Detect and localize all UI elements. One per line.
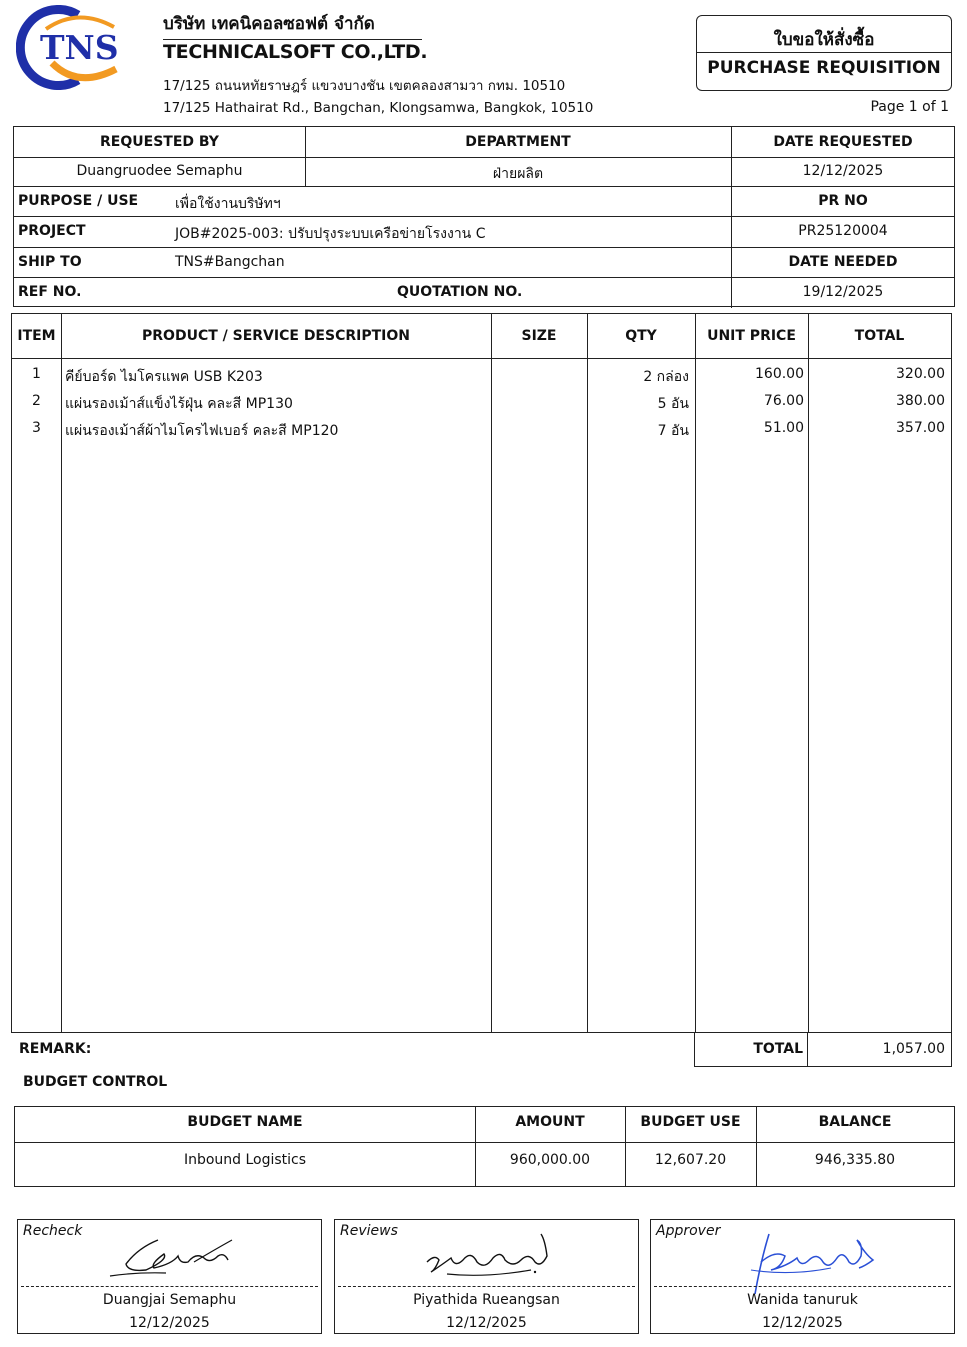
company-address-english: 17/125 Hathairat Rd., Bangchan, Klongsamwa, Bangkok, 10510 <box>163 100 594 116</box>
budget-use-value: 12,607.20 <box>654 1152 727 1168</box>
items-table <box>11 313 952 1033</box>
requested-by-label: REQUESTED BY <box>100 134 219 150</box>
grand-total-label: TOTAL <box>753 1041 803 1057</box>
col-header-total: TOTAL <box>854 328 905 344</box>
budget-amount-value: 960,000.00 <box>509 1152 591 1168</box>
date-requested-value: 12/12/2025 <box>802 163 884 179</box>
purpose-value: เพื่อใช้งานบริษัทฯ <box>175 196 281 212</box>
table-row <box>12 393 951 420</box>
signature-image <box>18 1220 323 1290</box>
company-name-english: TECHNICALSOFT CO.,LTD. <box>163 41 428 63</box>
signature-role: Reviews <box>340 1223 398 1239</box>
table-row <box>12 366 951 393</box>
date-needed-label: DATE NEEDED <box>788 254 898 270</box>
signature-image <box>651 1220 956 1300</box>
budget-control-title: BUDGET CONTROL <box>23 1074 168 1090</box>
budget-use-header: BUDGET USE <box>640 1114 741 1130</box>
item-number: 2 <box>32 393 41 409</box>
item-qty: 5 อัน <box>657 396 689 412</box>
signature-date: 12/12/2025 <box>446 1315 527 1331</box>
requested-by-value: Duangruodee Semaphu <box>76 163 243 179</box>
ref-no-label: REF NO. <box>18 284 82 300</box>
item-unit-price: 160.00 <box>755 366 804 382</box>
col-header-qty: QTY <box>625 328 657 344</box>
budget-name-value: Inbound Logistics <box>183 1152 307 1168</box>
item-total: 320.00 <box>896 366 945 382</box>
date-needed-value: 19/12/2025 <box>802 284 884 300</box>
col-header-description: PRODUCT / SERVICE DESCRIPTION <box>142 328 410 344</box>
budget-name-header: BUDGET NAME <box>187 1114 303 1130</box>
grand-total-value: 1,057.00 <box>882 1041 945 1057</box>
page-number: Page 1 of 1 <box>870 99 949 115</box>
company-name-divider <box>163 39 422 40</box>
grand-total-box <box>694 1032 952 1067</box>
col-header-unit-price: UNIT PRICE <box>707 328 796 344</box>
item-total: 357.00 <box>896 420 945 436</box>
signature-line <box>21 1286 318 1287</box>
item-description: แผ่นรองเม้าส์ผ้าไมโครไฟเบอร์ คละสี MP120 <box>65 423 339 439</box>
signature-box-reviews <box>334 1219 639 1334</box>
purpose-label: PURPOSE / USE <box>18 193 139 209</box>
department-value: ฝ่ายผลิต <box>492 166 544 182</box>
signature-box-recheck <box>17 1219 322 1334</box>
item-number: 3 <box>32 420 41 436</box>
signature-date: 12/12/2025 <box>762 1315 843 1331</box>
signature-line <box>654 1286 951 1287</box>
item-unit-price: 51.00 <box>763 420 804 436</box>
department-label: DEPARTMENT <box>465 134 571 150</box>
pr-no-value: PR25120004 <box>798 223 888 239</box>
signature-date: 12/12/2025 <box>129 1315 210 1331</box>
table-row <box>12 420 951 447</box>
item-total: 380.00 <box>896 393 945 409</box>
col-header-size: SIZE <box>521 328 557 344</box>
budget-balance-value: 946,335.80 <box>814 1152 896 1168</box>
title-divider <box>697 52 951 53</box>
signer-name: Duangjai Semaphu <box>102 1292 237 1308</box>
budget-amount-header: AMOUNT <box>515 1114 585 1130</box>
document-title-english: PURCHASE REQUISITION <box>707 58 941 78</box>
item-description: แผ่นรองเม้าส์แข็งไร้ฝุ่น คละสี MP130 <box>65 396 293 412</box>
remark-label: REMARK: <box>19 1041 92 1057</box>
company-address-thai: 17/125 ถนนหทัยราษฎร์ แขวงบางชัน เขตคลองสามวา กทม. 10510 <box>163 78 566 94</box>
budget-table <box>14 1106 955 1187</box>
col-header-item: ITEM <box>17 328 56 344</box>
signer-name: Wanida tanuruk <box>747 1292 858 1308</box>
budget-balance-header: BALANCE <box>818 1114 892 1130</box>
logo-text: TNS <box>40 28 119 67</box>
signature-role: Recheck <box>23 1223 83 1239</box>
item-number: 1 <box>32 366 41 382</box>
signer-name: Piyathida Rueangsan <box>413 1292 560 1308</box>
document-title-box <box>696 15 952 91</box>
project-label: PROJECT <box>18 223 86 239</box>
ship-to-value: TNS#Bangchan <box>175 254 285 270</box>
signature-box-approver <box>650 1219 955 1334</box>
company-logo <box>16 5 146 90</box>
quotation-no-label: QUOTATION NO. <box>397 284 523 300</box>
item-qty: 2 กล่อง <box>643 369 689 385</box>
signature-line <box>338 1286 635 1287</box>
date-requested-label: DATE REQUESTED <box>773 134 913 150</box>
ship-to-label: SHIP TO <box>18 254 82 270</box>
item-qty: 7 อัน <box>657 423 689 439</box>
signature-role: Approver <box>656 1223 721 1239</box>
item-description: คีย์บอร์ด ไมโครแพค USB K203 <box>65 369 263 385</box>
pr-no-label: PR NO <box>818 193 868 209</box>
project-value: JOB#2025-003: ปรับปรุงระบบเครือข่ายโรงงาน C <box>175 226 486 242</box>
company-name-thai: บริษัท เทคนิคอลซอฟต์ จำกัด <box>163 14 375 34</box>
document-title-thai: ใบขอให้สั่งซื้อ <box>773 30 875 50</box>
item-unit-price: 76.00 <box>763 393 804 409</box>
signature-image <box>335 1220 640 1290</box>
requisition-header-table <box>13 126 955 307</box>
